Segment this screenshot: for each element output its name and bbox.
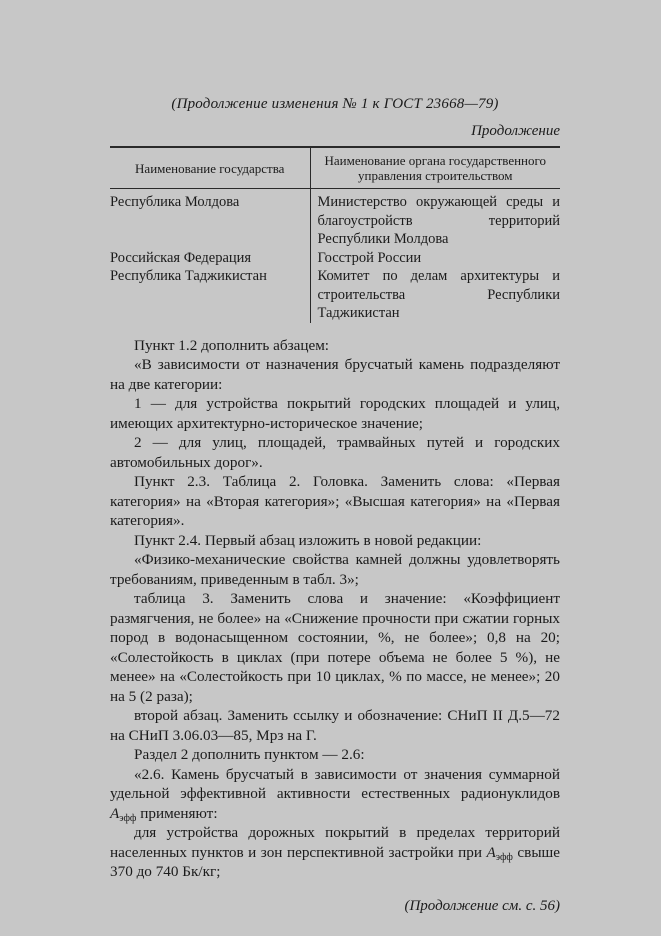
continuation-label: Продолжение xyxy=(471,123,560,139)
col-header-state: Наименование государства xyxy=(110,147,310,189)
paragraph: «В зависимости от назначения брусчатый камень подразделяют на две категории: xyxy=(110,356,560,393)
footer-continuation-note: (Продолжение см. с. 56) xyxy=(404,897,560,914)
table-row xyxy=(110,189,560,249)
paragraph: Пункт 2.3. Таблица 2. Головка. Заменить слова: «Первая категория» на «Вторая категория»; «Высшая категория» на «Первая категория». xyxy=(110,473,560,529)
amendment-title: (Продолжение изменения № 1 к ГОСТ 23668—79) xyxy=(171,96,499,112)
paragraph-with-subscript xyxy=(110,823,560,882)
table-row xyxy=(110,249,560,268)
state-cell: Республика Молдова xyxy=(110,189,310,249)
paragraph: второй абзац. Заменить ссылку и обозначение: СНиП II Д.5—72 на СНиП 3.06.03—85, Мрз на Г. xyxy=(110,707,560,744)
paragraph: 1 — для устройства покрытий городских площадей и улиц, имеющих архитектурно-историческое значение; xyxy=(110,395,560,432)
paragraph: 2 — для улиц, площадей, трамвайных путей и городских автомобильных дорог». xyxy=(110,434,560,471)
authority-cell: Министерство окружающей среды и благоустройств территорий Республики Молдова xyxy=(317,194,560,247)
state-cell: Российская Федерация xyxy=(110,249,310,268)
paragraph-with-subscript xyxy=(110,765,560,824)
paragraph: «Физико-механические свойства камней должны удовлетворять требованиям, приведенным в табл. 3»; xyxy=(110,551,560,588)
authority-cell: Госстрой России xyxy=(317,249,422,266)
states-table xyxy=(110,146,560,323)
paragraph-text: для устройства дорожных покрытий в пределах территорий населенных пунктов и зон перспективной застройки при xyxy=(110,824,560,861)
authority-cell: Комитет по делам архитектуры и строительства Республики Таджикистан xyxy=(317,268,560,321)
paragraph-text: «2.6. Камень брусчатый в зависимости от значения суммарной удельной эффективной активности естественных радионуклидов xyxy=(110,765,560,802)
paragraph: Пункт 2.4. Первый абзац изложить в новой редакции: xyxy=(134,531,482,549)
col-header-authority: Наименование органа государственного управления строительством xyxy=(310,147,560,189)
paragraph: Раздел 2 дополнить пунктом — 2.6: xyxy=(134,746,365,763)
paragraph-text: свыше 370 до 740 Бк/кг; xyxy=(110,843,560,880)
paragraph-text: применяют: xyxy=(136,804,218,822)
paragraph: таблица 3. Заменить слова и значение: «Коэффициент размягчения, не более» на «Снижение прочности при сжатии горных пород в водонасыщенном состоянии, %, не более»; 0,8 на 20; «Солестойкость в циклах (при потере объема не более 5 %), не менее» на «Солестойкость при 10 циклах, % по массе, не менее»; 20 на 5 (2 раза); xyxy=(110,590,560,705)
paragraph: Пункт 1.2 дополнить абзацем: xyxy=(134,336,330,354)
variable-subscript: эфф xyxy=(119,812,137,824)
state-cell: Республика Таджикистан xyxy=(110,267,310,323)
variable-a: А xyxy=(486,843,496,861)
table-header-row xyxy=(110,147,560,189)
variable-subscript: эфф xyxy=(495,851,513,863)
variable-a: А xyxy=(110,804,120,822)
document-body xyxy=(110,336,560,882)
table-row xyxy=(110,267,560,323)
